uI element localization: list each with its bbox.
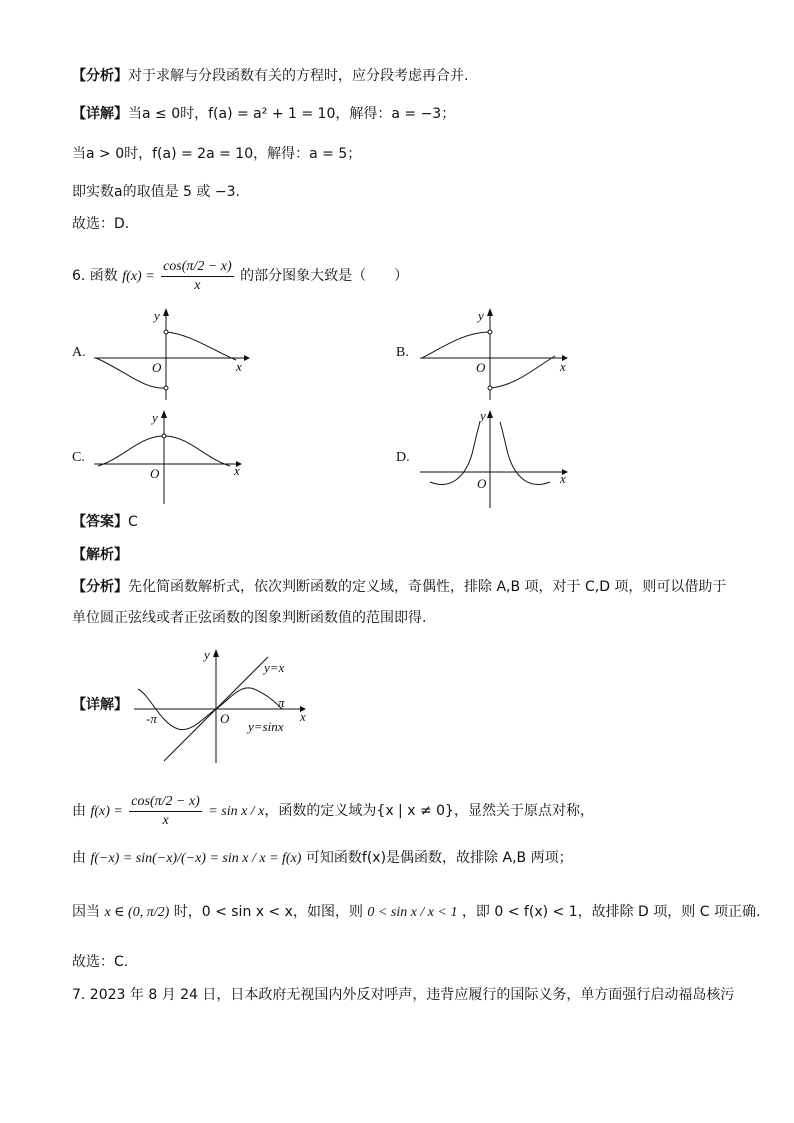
y-axis-arrow [487,410,493,418]
option-a-label: A. [72,345,86,360]
origin-label: O [220,711,230,726]
curve-left [430,422,480,484]
q7-stem: 7. 2023 年 8 月 24 日，日本政府无视国内外反对呼声，违背应履行的国际义务，单方面强行启动福岛核污 [72,987,735,1003]
option-c-label: C. [72,450,85,465]
option-b-label: B. [396,345,409,360]
sin-vs-x-figure [130,645,310,765]
q6-function-fraction: $\frac{\cos(\pi/2 - x)}{x}$ [163,258,232,293]
y-label: y [152,410,158,425]
option-c-graph [94,408,254,508]
derivation-line3: 因当 x ∈ (0, π/2) 时，0 < sin x < x，如图，则 0 < sin x / x < 1 ，即 0 < f(x) < 1，故排除 D 项，则 C 项正确. [72,904,761,920]
prev-detail-line2: 当a > 0时，f(a) = 2a = 10，解得：a = 5； [72,146,362,162]
open-point [488,386,492,390]
curve-right [166,332,236,360]
y-label: y [480,408,486,423]
open-point [164,386,168,390]
y-equals-sinx-label: y=sinx [248,719,284,734]
option-d-graph [420,408,580,508]
q6-stem: 6. 函数 f(x) = $\frac{\cos(\pi/2 - x)}{x}$ 的部分图象大致是（ ） [72,258,409,293]
y-axis-arrow [213,649,219,657]
q6-detail-tag: 【详解】 [72,697,128,713]
neg-pi-label: -π [146,711,157,726]
option-d-label: D. [396,450,410,465]
q6-choice: 故选：C. [72,954,129,970]
prev-conclusion: 即实数a的取值是 5 或 −3. [72,184,240,200]
answer-line [72,512,138,532]
detail-tag: 【详解】 [72,106,128,122]
derivation-line2: 由 f(−x) = sin(−x)/(−x) = sin x / x = f(x) 可知函数f(x)是偶函数，故排除 A,B 两项； [72,850,573,866]
explain-tag-line: 【解析】 [72,547,128,563]
x-axis-arrow [244,355,250,361]
prev-detail-line1: 【详解】当a ≤ 0时，f(a) = a² + 1 = 10，解得：a = −3； [72,106,456,122]
derivation-line1: 由 f(x) = $\frac{\cos(\pi/2 - x)}{x}$ = sin x / x，函数的定义域为{x | x ≠ 0}，显然关于原点对称， [72,793,594,828]
x-label: x [300,709,306,724]
x-label: x [560,359,566,374]
open-point [164,330,168,334]
origin-label: O [476,360,486,375]
pi-label: π [278,695,285,710]
x-label: x [560,471,566,486]
y-axis-arrow [163,308,169,316]
q6-analysis-line2: 单位圆正弦线或者正弦函数的图象判断函数值的范围即得. [72,610,427,626]
y-label: y [204,647,210,662]
x-label: x [234,463,240,478]
y-axis-arrow [161,410,167,418]
open-point [488,330,492,334]
y-label: y [154,308,160,323]
open-point [162,434,166,438]
y-label: y [478,308,484,323]
y-axis-arrow [487,308,493,316]
origin-label: O [477,476,487,491]
curve-right [490,356,555,388]
option-b-graph [420,308,580,408]
origin-label: O [152,360,162,375]
analysis-tag: 【分析】 [72,68,128,84]
prev-analysis: 【分析】对于求解与分段函数有关的方程时，应分段考虑再合并. [72,68,469,84]
answer-tag: 【答案】 [72,514,128,530]
option-a-graph [94,308,254,408]
y-equals-x-label: y=x [264,660,285,675]
prev-choice: 故选：D. [72,216,130,232]
origin-label: O [150,466,160,481]
curve-right [500,422,550,484]
x-label: x [236,359,242,374]
q6-analysis-line1: 【分析】先化简函数解析式，依次判断函数的定义域，奇偶性，排除 A,B 项，对于 C,D 项，则可以借助于 [72,579,727,595]
answer-value: C [128,514,138,530]
curve-left [422,332,490,358]
